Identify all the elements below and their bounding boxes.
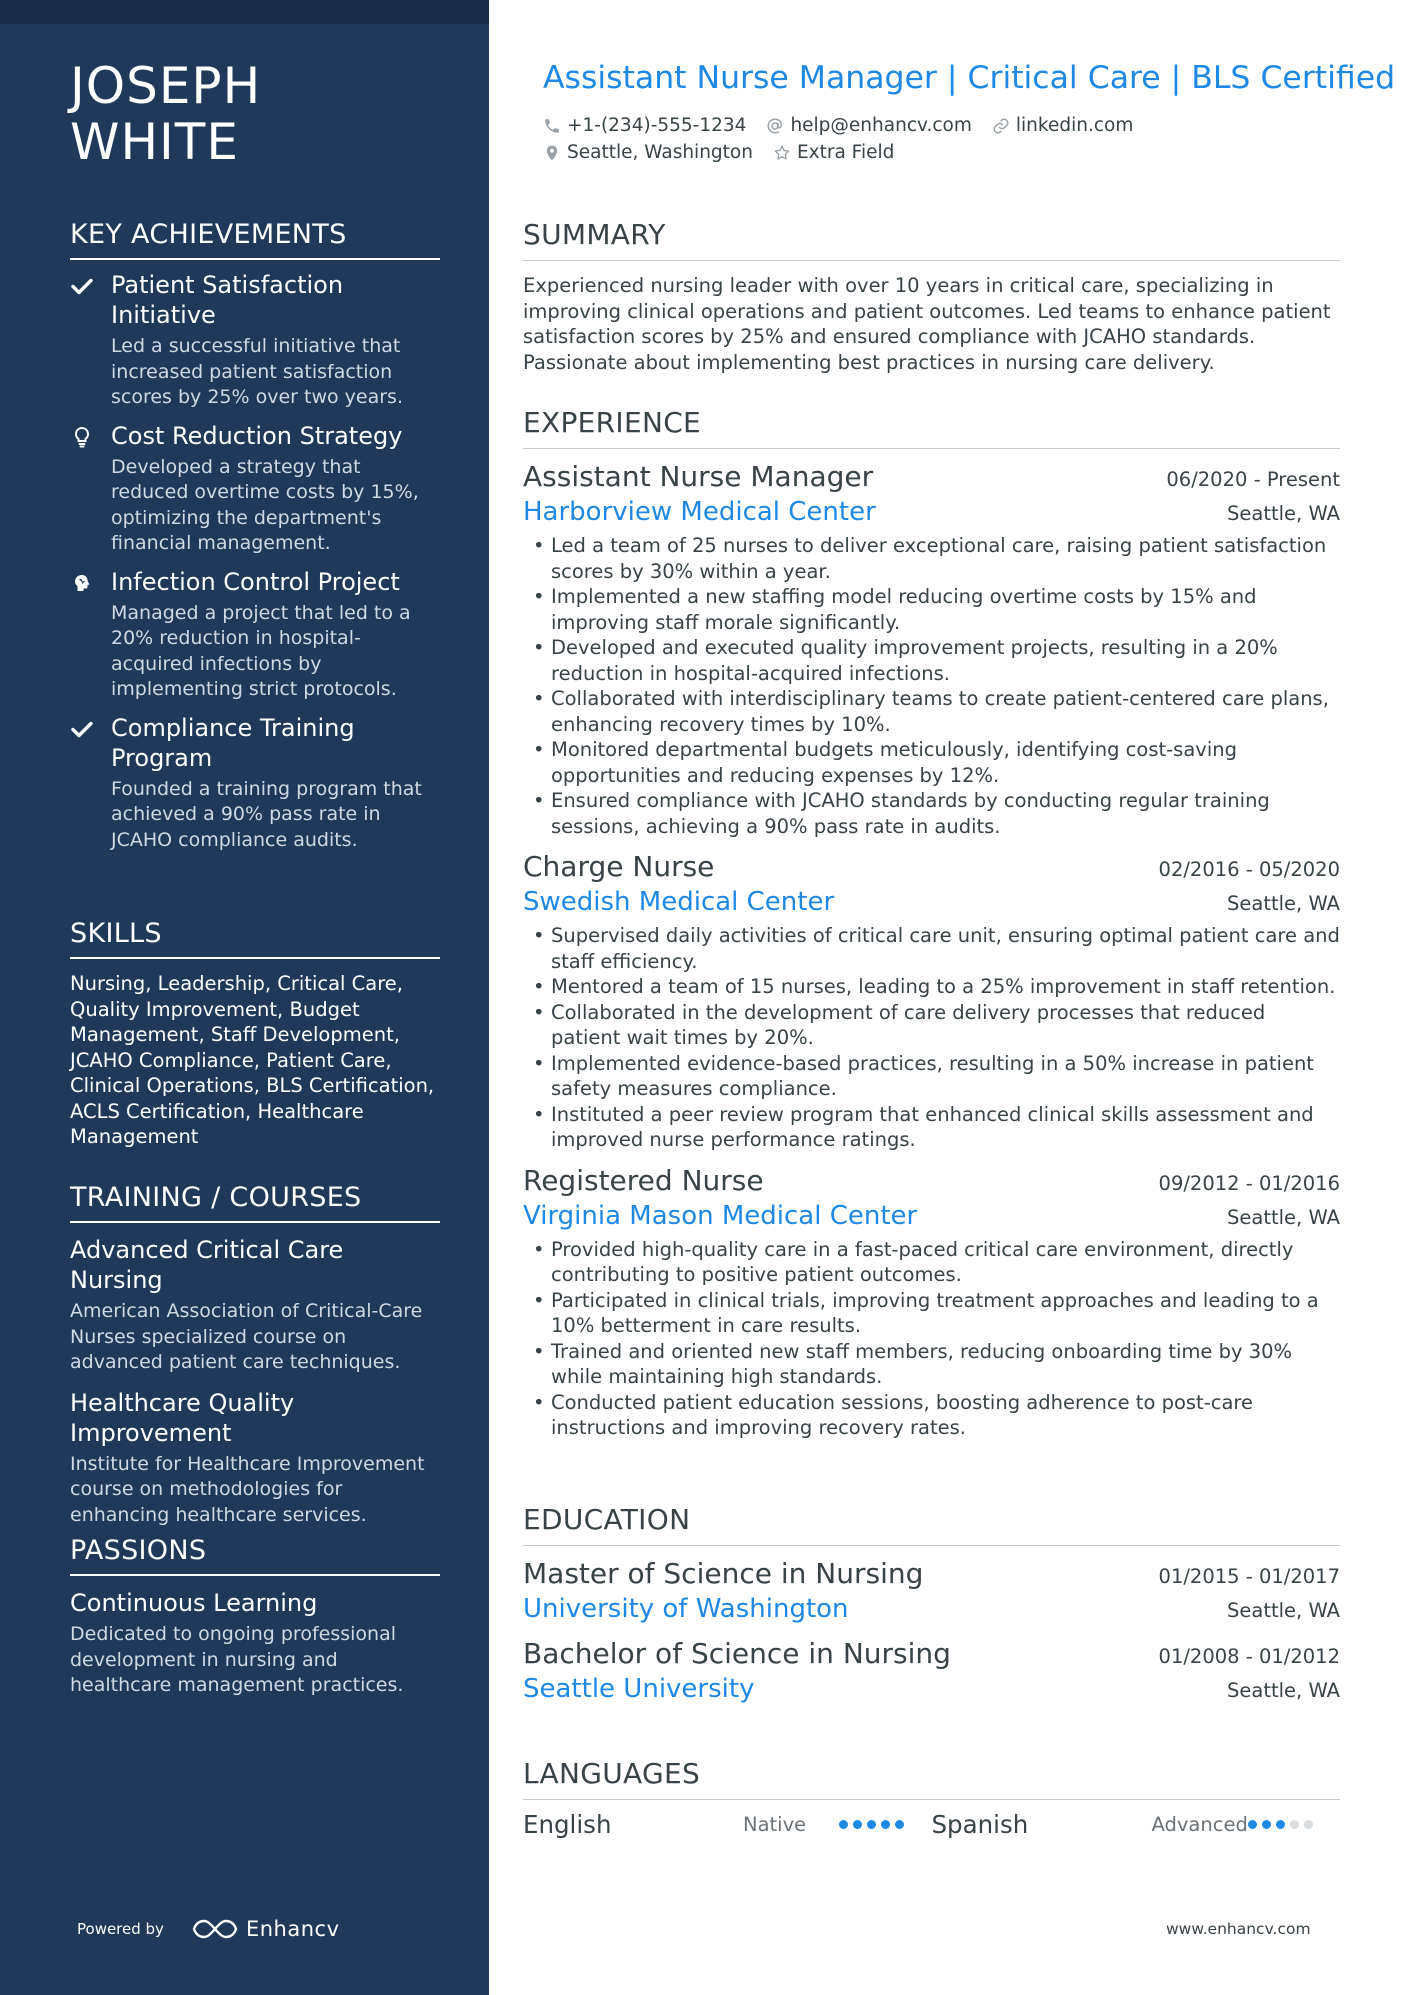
job-bullet: • Trained and oriented new staff members, reducing onboarding time by 30% while maintaining high standards.: [523, 1339, 1340, 1390]
job-title: Assistant Nurse Manager: [523, 460, 874, 493]
sidebar-top-bar: [0, 0, 489, 24]
rating-dot: [839, 1820, 848, 1829]
languages-title: LANGUAGES: [523, 1757, 1340, 1800]
job-company-row: [523, 1199, 1340, 1233]
rating-dot: [867, 1820, 876, 1829]
passion-item: [70, 1588, 440, 1699]
job-entry: [523, 849, 1340, 1153]
language-item: [932, 1810, 1341, 1839]
footer-url[interactable]: www.enhancv.com: [1166, 1920, 1311, 1938]
job-dates: 06/2020 - Present: [1166, 468, 1340, 491]
achievement-item: [70, 567, 440, 703]
achievement-title: Patient Satisfaction Initiative: [111, 271, 344, 329]
education-degree: Master of Science in Nursing: [523, 1557, 924, 1590]
summary-title: SUMMARY: [523, 218, 1340, 261]
phone-icon: [543, 117, 561, 135]
job-bullets: [523, 923, 1340, 1153]
rating-dot: [1276, 1820, 1285, 1829]
rating-dot: [1304, 1820, 1313, 1829]
language-level: Advanced: [1151, 1813, 1248, 1836]
job-company-row: [523, 885, 1340, 919]
phone-text: +1-(234)-555-1234: [567, 115, 747, 136]
contact-extra: [773, 142, 894, 163]
powered-by-label: Powered by: [77, 1920, 164, 1938]
enhancv-logo-icon: [192, 1918, 238, 1940]
education-dates: 01/2008 - 01/2012: [1158, 1645, 1340, 1668]
education-school[interactable]: Seattle University: [523, 1674, 755, 1704]
course-item: [70, 1388, 440, 1529]
rating-dot: [1262, 1820, 1271, 1829]
check-icon: [70, 274, 94, 298]
education-section: [523, 1503, 1340, 1706]
skills-text: Nursing, Leadership, Critical Care, Quality Improvement, Budget Management, Staff Development, JCAHO Compliance, Patient Care, Clinical Operations, BLS Certification, ACLS Certification, Healthcare Management: [70, 972, 435, 1148]
language-name: Spanish: [931, 1810, 1029, 1839]
languages-section: [523, 1757, 1340, 1839]
skills-title: SKILLS: [70, 917, 440, 959]
education-location: Seattle, WA: [1227, 1679, 1340, 1702]
training-title: TRAINING / COURSES: [70, 1181, 440, 1223]
rating-dot: [1248, 1820, 1257, 1829]
lightbulb-icon: [70, 425, 94, 449]
enhancv-logo[interactable]: [192, 1917, 340, 1941]
education-entry: [523, 1556, 1340, 1626]
achievement-item: [70, 713, 440, 854]
education-header-row: [523, 1636, 1340, 1672]
course-item: [70, 1235, 440, 1376]
job-company[interactable]: Virginia Mason Medical Center: [523, 1200, 918, 1231]
passions-list: [70, 1588, 440, 1699]
achievement-item: [70, 270, 440, 411]
job-header-row: [523, 849, 1340, 885]
job-bullets: [523, 1237, 1340, 1441]
at-icon: [766, 117, 784, 135]
job-header-row: [523, 1163, 1340, 1199]
key-achievements-section: [70, 218, 440, 853]
job-location: Seattle, WA: [1227, 892, 1340, 915]
location-pin-icon: [543, 144, 561, 162]
job-dates: 09/2012 - 01/2016: [1158, 1171, 1340, 1195]
rating-dot: [895, 1820, 904, 1829]
brain-icon: [70, 571, 94, 595]
location-text: Seattle, Washington: [567, 142, 753, 163]
education-entry: [523, 1636, 1340, 1706]
sidebar: [0, 0, 489, 1995]
language-rating: [839, 1820, 904, 1829]
achievement-item: [70, 421, 440, 557]
summary-section: [523, 218, 1340, 375]
training-section: [70, 1181, 440, 1528]
candidate-name: [70, 58, 261, 170]
candidate-last-name: WHITE: [70, 113, 239, 171]
experience-section: [523, 406, 1340, 1441]
course-description: Institute for Healthcare Improvement course on methodologies for enhancing healthcare services.: [70, 1452, 425, 1526]
job-bullet: • Supervised daily activities of critical care unit, ensuring optimal patient care and staff efficiency.: [523, 923, 1340, 974]
job-bullet: • Developed and executed quality improvement projects, resulting in a 20% reduction in hospital-acquired infections.: [523, 635, 1340, 686]
course-title: Healthcare Quality Improvement: [70, 1388, 295, 1447]
education-school-row: [523, 1592, 1340, 1626]
languages-list: [523, 1810, 1340, 1839]
education-school[interactable]: University of Washington: [523, 1594, 849, 1624]
job-bullets: [523, 533, 1340, 839]
training-list: [70, 1235, 440, 1528]
passions-title: PASSIONS: [70, 1534, 440, 1576]
job-entry: [523, 1163, 1340, 1441]
job-company[interactable]: Swedish Medical Center: [523, 887, 835, 917]
job-bullet: • Conducted patient education sessions, boosting adherence to post-care instructions and improving recovery rates.: [523, 1390, 1340, 1441]
achievement-description: Founded a training program that achieved a 90% pass rate in JCAHO compliance audits.: [111, 777, 422, 851]
job-entry: [523, 459, 1340, 839]
job-bullet: • Provided high-quality care in a fast-paced critical care environment, directly contributing to positive patient outcomes.: [523, 1237, 1340, 1288]
achievement-title: Cost Reduction Strategy: [111, 421, 403, 450]
language-item: [523, 1810, 932, 1839]
passion-title: Continuous Learning: [70, 1589, 318, 1617]
job-bullet: • Implemented evidence-based practices, resulting in a 50% increase in patient safety measures compliance.: [523, 1051, 1340, 1102]
language-rating: [1248, 1820, 1313, 1829]
job-title: Charge Nurse: [523, 850, 715, 883]
job-dates: 02/2016 - 05/2020: [1158, 858, 1340, 881]
candidate-first-name: JOSEPH: [70, 57, 262, 115]
job-location: Seattle, WA: [1227, 1205, 1340, 1229]
language-name: English: [523, 1810, 612, 1839]
summary-text: Experienced nursing leader with over 10 years in critical care, specializing in improving clinical operations and patient outcomes. Led teams to enhance patient satisfaction scores by 25% and ensured compliance with JCAHO standards. Passionate about implementing best practices in nursing care delivery.: [523, 274, 1331, 374]
experience-title: EXPERIENCE: [523, 406, 1340, 449]
contact-link[interactable]: [992, 115, 1133, 136]
achievement-title: Infection Control Project: [111, 567, 400, 596]
rating-dot: [1290, 1820, 1299, 1829]
job-bullet: • Ensured compliance with JCAHO standards by conducting regular training sessions, achieving a 90% pass rate in audits.: [523, 788, 1340, 839]
job-bullet: • Led a team of 25 nurses to deliver exceptional care, raising patient satisfaction scores by 30% within a year.: [523, 533, 1340, 584]
check-icon: [70, 717, 94, 741]
contact-phone[interactable]: [543, 115, 746, 136]
skills-section: [70, 917, 440, 1150]
job-bullet: • Collaborated in the development of care delivery processes that reduced patient wait times by 20%.: [523, 1000, 1340, 1051]
passion-description: Dedicated to ongoing professional development in nursing and healthcare management practices.: [70, 1623, 404, 1696]
job-title: Registered Nurse: [523, 1163, 764, 1197]
job-bullet: • Mentored a team of 15 nurses, leading to a 25% improvement in staff retention.: [523, 974, 1340, 1000]
education-location: Seattle, WA: [1227, 1599, 1340, 1622]
passions-section: [70, 1534, 440, 1699]
contact-info: [543, 112, 1343, 166]
email-text: help@enhancv.com: [790, 115, 972, 136]
rating-dot: [853, 1820, 862, 1829]
education-title: EDUCATION: [523, 1503, 1340, 1546]
key-achievements-title: KEY ACHIEVEMENTS: [70, 218, 440, 260]
education-degree: Bachelor of Science in Nursing: [523, 1637, 951, 1670]
job-bullet: • Collaborated with interdisciplinary teams to create patient-centered care plans, enhancing recovery times by 10%.: [523, 686, 1340, 737]
education-list: [523, 1556, 1340, 1706]
job-location: Seattle, WA: [1227, 502, 1340, 525]
job-company[interactable]: Harborview Medical Center: [523, 497, 876, 527]
course-description: American Association of Critical-Care Nurses specialized course on advanced patient care techniques.: [70, 1300, 423, 1373]
job-bullet: • Instituted a peer review program that enhanced clinical skills assessment and improved nurse performance ratings.: [523, 1102, 1340, 1153]
course-title: Advanced Critical Care Nursing: [70, 1236, 344, 1294]
contact-email[interactable]: [766, 115, 971, 136]
achievement-description: Led a successful initiative that increased patient satisfaction scores by 25% over two years.: [111, 335, 403, 408]
rating-dot: [881, 1820, 890, 1829]
link-text: linkedin.com: [1015, 115, 1134, 136]
job-bullet: • Implemented a new staffing model reducing overtime costs by 15% and improving staff morale significantly.: [523, 584, 1340, 635]
job-company-row: [523, 495, 1340, 529]
language-level: Native: [743, 1813, 807, 1836]
enhancv-brand-text: Enhancv: [245, 1917, 340, 1941]
powered-by: [77, 1917, 340, 1941]
contact-location: [543, 142, 753, 163]
job-bullet: • Monitored departmental budgets meticulously, identifying cost-saving opportunities and reducing expenses by 12%.: [523, 737, 1340, 788]
job-header-row: [523, 459, 1340, 495]
education-school-row: [523, 1672, 1340, 1706]
job-bullet: • Participated in clinical trials, improving treatment approaches and leading to a 10% betterment in care results.: [523, 1288, 1340, 1339]
star-icon: [773, 144, 791, 162]
achievement-title: Compliance Training Program: [111, 713, 355, 772]
headline: Assistant Nurse Manager | Critical Care | BLS Certified: [543, 60, 1396, 96]
achievement-description: Developed a strategy that reduced overtime costs by 15%, optimizing the department's financial management.: [111, 455, 419, 554]
achievement-description: Managed a project that led to a 20% reduction in hospital-acquired infections by implementing strict protocols.: [111, 601, 411, 700]
education-dates: 01/2015 - 01/2017: [1158, 1565, 1340, 1588]
experience-list: [523, 459, 1340, 1441]
education-header-row: [523, 1556, 1340, 1592]
link-icon: [992, 117, 1010, 135]
extra-text: Extra Field: [796, 142, 895, 163]
achievements-list: [70, 270, 440, 853]
